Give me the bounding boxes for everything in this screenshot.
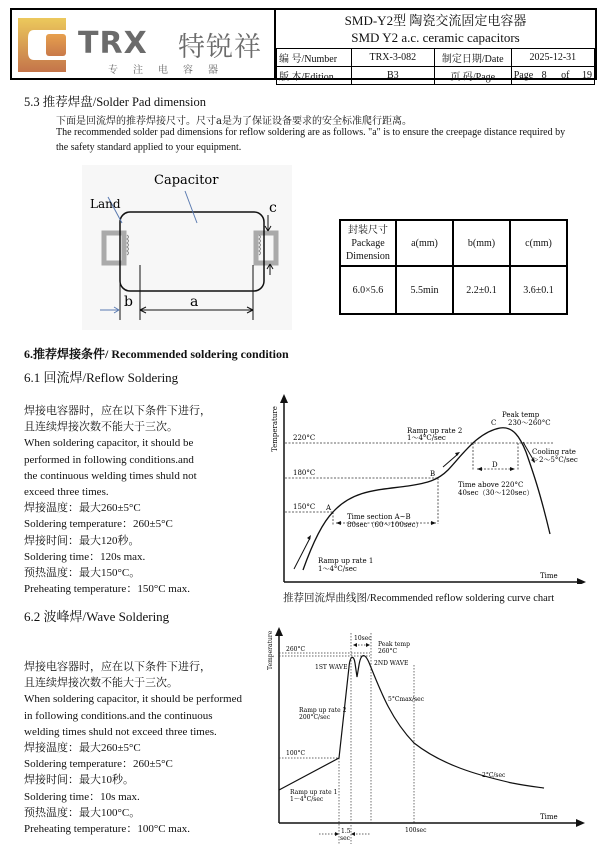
- reflow-line: performed in following conditions.and: [24, 453, 194, 466]
- reflow-line: 预热温度：最大150°C。: [24, 567, 141, 580]
- label-c: c: [269, 200, 277, 216]
- ramp1-label: Ramp up rate 1: [290, 789, 338, 796]
- y-axis-label: Temperature: [267, 630, 274, 670]
- wave-curve: [279, 656, 544, 790]
- number-value: TRX-3-082: [351, 49, 434, 67]
- tick-100: 100°C: [286, 750, 306, 757]
- section-ab-value: 80sec（60～100sec）: [347, 521, 423, 529]
- section-6-2-heading: 6.2 波峰焊/Wave Soldering: [24, 609, 170, 624]
- cooling-2-label: 2°C/sec: [482, 772, 506, 779]
- title-chinese: SMD-Y2型 陶瓷交流固定电容器: [344, 13, 527, 28]
- reflow-curve: [303, 428, 550, 570]
- reflow-curve-chart: [268, 392, 588, 584]
- cooling-5-label: 5°Cmax/sec: [388, 696, 425, 703]
- pad-dimension-table: [339, 219, 568, 315]
- page-current: 8: [541, 70, 547, 81]
- reflow-line: Soldering temperature：260±5°C: [24, 518, 173, 531]
- logo-mark-icon: [18, 18, 66, 72]
- a-value: 5.5min: [396, 266, 453, 314]
- page-total: 19: [582, 70, 592, 81]
- company-logo: [12, 10, 276, 78]
- section-6-1-heading: 6.1 回流焊/Reflow Soldering: [24, 370, 179, 385]
- wave-line: in following conditions.and the continuous: [24, 709, 213, 722]
- label-b: b: [124, 294, 133, 310]
- reflow-line: 焊接电容器时，应在以下条件下进行，: [24, 405, 211, 417]
- label-land: Land: [90, 197, 121, 211]
- reflow-conditions: [24, 403, 264, 597]
- b-value: 2.2±0.1: [453, 266, 510, 314]
- cooling-label: Cooling rate: [532, 448, 576, 456]
- section-5-3-desc-cn: 下面是回流焊的推荐焊接尺寸。尺寸a是为了保证设备要求的安全标准爬行距离。: [56, 116, 412, 127]
- edition-label: 版 本/Edition: [277, 67, 352, 85]
- wave-line: Soldering temperature：260±5°C: [24, 758, 173, 771]
- solder-pad-figure: [82, 165, 292, 330]
- page-word: Page: [513, 70, 534, 81]
- page-of: of: [561, 70, 570, 81]
- c-value: 3.6±0.1: [510, 266, 567, 314]
- ramp2-label: Ramp up rate 2: [299, 707, 347, 714]
- wave-line: When soldering capacitor, it should be performed: [24, 693, 242, 706]
- tick-180: 180°C: [293, 469, 316, 477]
- above-220-value: 40sec（30～120sec）: [458, 489, 534, 497]
- logo-slogan: 专注电容器: [108, 65, 233, 76]
- section-6-heading: 6.推荐焊接条件/ Recommended soldering condition: [24, 347, 289, 361]
- reflow-chart-caption: 推荐回流焊曲线图/Recommended reflow soldering curve chart: [283, 593, 555, 604]
- date-value: 2025-12-31: [511, 49, 594, 67]
- ten-sec-label: 10sec: [354, 635, 372, 642]
- point-c: C: [491, 419, 497, 427]
- point-b: B: [430, 470, 436, 478]
- col-b-header: b(mm): [453, 220, 510, 266]
- wave-line: 预热温度：最大100°C。: [24, 806, 141, 819]
- peak-temp-value: 260°C: [378, 648, 398, 655]
- reflow-line: 焊接时间：最大120秒。: [24, 534, 140, 547]
- wave-soldering-chart: [262, 625, 592, 844]
- document-title: [276, 10, 595, 48]
- wave-line: 且连续焊接次数不能大于三次。: [24, 677, 178, 690]
- package-header: 封装尺寸 Package Dimension: [340, 220, 396, 266]
- ramp1-label: Ramp up rate 1: [318, 557, 374, 565]
- label-a: a: [190, 294, 199, 310]
- first-wave-label: 1ST WAVE: [315, 664, 348, 671]
- x-axis-label: Time: [540, 813, 558, 821]
- logo-text: TRX: [78, 26, 148, 61]
- edition-value: B3: [351, 67, 434, 85]
- wave-line: 焊接温度：最大260±5°C: [24, 742, 141, 755]
- package-value: 6.0×5.6: [340, 266, 396, 314]
- second-wave-label: 2ND WAVE: [374, 660, 409, 667]
- section-5-3-heading: 5.3 推荐焊盘/Solder Pad dimension: [24, 95, 206, 109]
- label-capacitor: Capacitor: [154, 173, 219, 188]
- reflow-line: When soldering capacitor, it should be: [24, 437, 194, 450]
- point-d: D: [492, 461, 498, 469]
- ramp1-value: 1～4°C/sec: [318, 565, 357, 573]
- date-label: 制定日期/Date: [434, 49, 511, 67]
- wave-conditions: [24, 659, 269, 837]
- y-axis-arrow: [280, 394, 288, 403]
- ramp2-value: 200°C/sec: [299, 714, 331, 721]
- reflow-line: 且连续焊接次数不能大于三次。: [24, 421, 178, 434]
- page-label: 页 码/Page: [434, 67, 511, 85]
- col-c-header: c(mm): [510, 220, 567, 266]
- section-5-3-desc-en: The recommended solder pad dimensions for reflow soldering are as follows. "a" is to ensure the creepage distance required by the safety standard applied to your equipment.: [56, 127, 566, 153]
- document-header: [10, 8, 597, 83]
- hundred-sec-label: 100sec: [405, 827, 427, 834]
- col-a-header: a(mm): [396, 220, 453, 266]
- peak-temp-value: 230～260°C: [508, 419, 551, 427]
- reflow-line: exceed three times.: [24, 486, 109, 499]
- reflow-line: Preheating temperature：150°C max.: [24, 583, 190, 596]
- wave-line: welding times shuld not exceed three times.: [24, 725, 217, 738]
- x-axis-arrow: [576, 819, 585, 827]
- tick-260: 260°C: [286, 646, 306, 653]
- x-axis-arrow: [577, 578, 586, 584]
- reflow-line: Soldering time：120s max.: [24, 550, 146, 563]
- above-220-label: Time above 220°C: [458, 481, 524, 489]
- wave-line: Preheating temperature：100°C max.: [24, 823, 190, 836]
- ramp2-label: Ramp up rate 2: [407, 427, 463, 435]
- header-info-table: [276, 48, 595, 85]
- sec-label: sec: [340, 835, 350, 842]
- wave-line: 焊接电容器时，应在以下条件下进行，: [24, 661, 211, 673]
- page-indicator: [511, 67, 594, 85]
- tick-220: 220°C: [293, 434, 316, 442]
- section-ab-label: Time section A~B: [347, 513, 411, 521]
- x-axis-label: Time: [540, 572, 558, 580]
- point-a: A: [326, 504, 332, 512]
- number-label: 编 号/Number: [277, 49, 352, 67]
- ramp1-value: 1～4°C/sec: [290, 796, 324, 803]
- wave-line: Soldering time：10s max.: [24, 790, 140, 803]
- cooling-value: ＞2～5°C/sec: [532, 456, 578, 464]
- y-axis-arrow: [275, 627, 283, 636]
- reflow-line: the continuous welding times shuld not: [24, 469, 197, 482]
- y-axis-label: Temperature: [271, 406, 279, 452]
- logo-chinese-name: 特锐祥: [178, 32, 262, 63]
- tick-150: 150°C: [293, 503, 316, 511]
- title-english: SMD Y2 a.c. ceramic capacitors: [351, 30, 520, 45]
- peak-temp-label: Peak temp: [502, 411, 540, 419]
- ramp2-value: 1～4°C/sec: [407, 434, 446, 442]
- reflow-line: 焊接温度：最大260±5°C: [24, 502, 141, 515]
- one-five-label: 1.5: [341, 828, 351, 835]
- peak-temp-label: Peak temp: [378, 641, 410, 648]
- wave-line: 焊接时间：最大10秒。: [24, 774, 134, 787]
